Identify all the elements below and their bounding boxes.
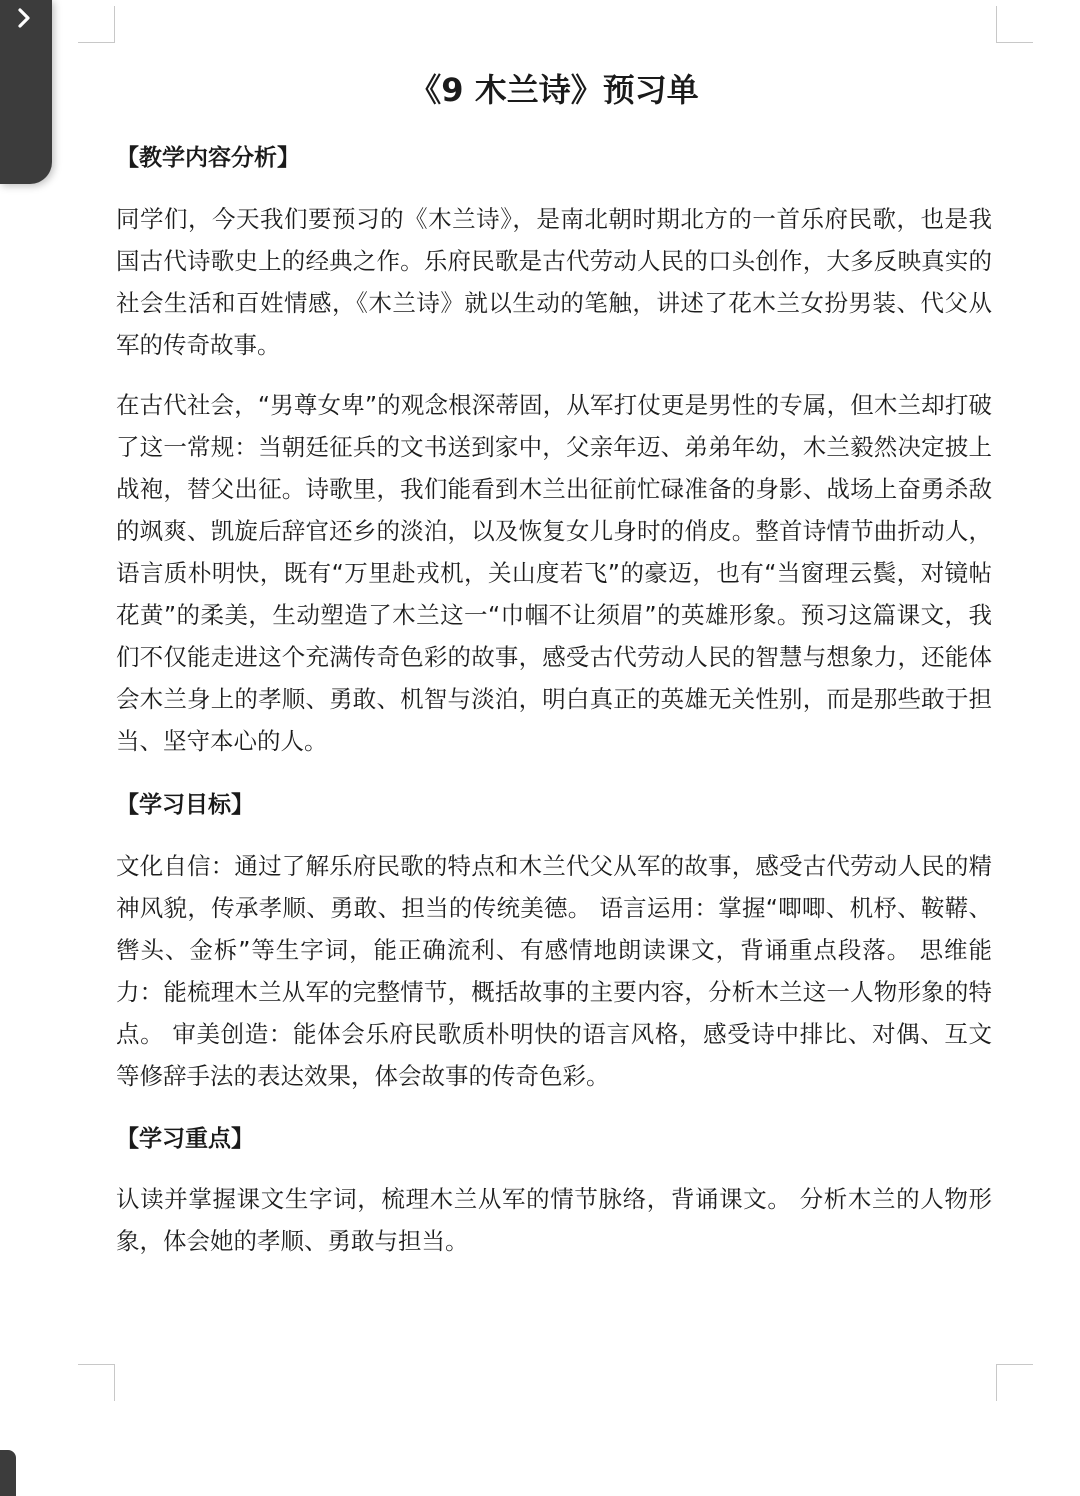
paragraph-key-points: 认读并掌握课文生字词，梳理木兰从军的情节脉络，背诵课文。 分析木兰的人物形象，体会她的孝顺、勇敢与担当。 bbox=[116, 1185, 992, 1255]
page-title: 《9 木兰诗》预习单 bbox=[409, 71, 699, 109]
side-panel-toggle-button[interactable] bbox=[0, 0, 52, 184]
paragraph-analysis: 在古代社会，“男尊女卑”的观念根深蒂固，从军打仗更是男性的专属，但木兰却打破了这一常规：当朝廷征兵的文书送到家中，父亲年迈、弟弟年幼，木兰毅然决定披上战袍，替父出征。诗歌里，我们能看到木兰出征前忙碌准备的身影、战场上奋勇杀敌的飒爽、凯旋后辞官还乡的淡泊，以及恢复女儿身时的俏皮。整首诗情节曲折动人，语言质朴明快，既有“万里赴戎机，关山度若飞”的豪迈，也有“当窗理云鬓，对镜帖花黄”的柔美，生动塑造了木兰这一“巾帼不让须眉”的英雄形象。预习这篇课文，我们不仅能走进这个充满传奇色彩的故事，感受古代劳动人民的智慧与想象力，还能体会木兰身上的孝顺、勇敢、机智与淡泊，明白真正的英雄无关性别，而是那些敢于担当、坚守本心的人。 bbox=[116, 391, 992, 755]
page-corner-marker-bottom-right bbox=[996, 1364, 1033, 1401]
section-heading-key-points: 【学习重点】 bbox=[116, 1126, 254, 1152]
paragraph-learning-goals: 文化自信：通过了解乐府民歌的特点和木兰代父从军的故事，感受古代劳动人民的精神风貌，传承孝顺、勇敢、担当的传统美德。 语言运用：掌握“唧唧、机杼、鞍鞯、辔头、金柝”等生字词，能正确流利、有感情地朗读课文，背诵重点段落。 思维能力：能梳理木兰从军的完整情节，概括故事的主要内容，分析木兰这一人物形象的特点。 审美创造：能体会乐府民歌质朴明快的语言风格，感受诗中排比、对偶、互文等修辞手法的表达效果，体会故事的传奇色彩。 bbox=[116, 852, 992, 1090]
paragraph-intro: 同学们，今天我们要预习的《木兰诗》，是南北朝时期北方的一首乐府民歌，也是我国古代诗歌史上的经典之作。乐府民歌是古代劳动人民的口头创作，大多反映真实的社会生活和百姓情感，《木兰诗》就以生动的笔触，讲述了花木兰女扮男装、代父从军的传奇故事。 bbox=[116, 205, 992, 359]
page-corner-marker-top-left bbox=[78, 6, 115, 43]
page-corner-marker-top-right bbox=[996, 6, 1033, 43]
side-panel-edge-handle[interactable] bbox=[0, 1450, 16, 1496]
section-heading-content-analysis: 【教学内容分析】 bbox=[116, 145, 300, 171]
chevron-right-icon bbox=[10, 4, 38, 32]
page-corner-marker-bottom-left bbox=[78, 1364, 115, 1401]
section-heading-learning-goals: 【学习目标】 bbox=[116, 792, 254, 818]
